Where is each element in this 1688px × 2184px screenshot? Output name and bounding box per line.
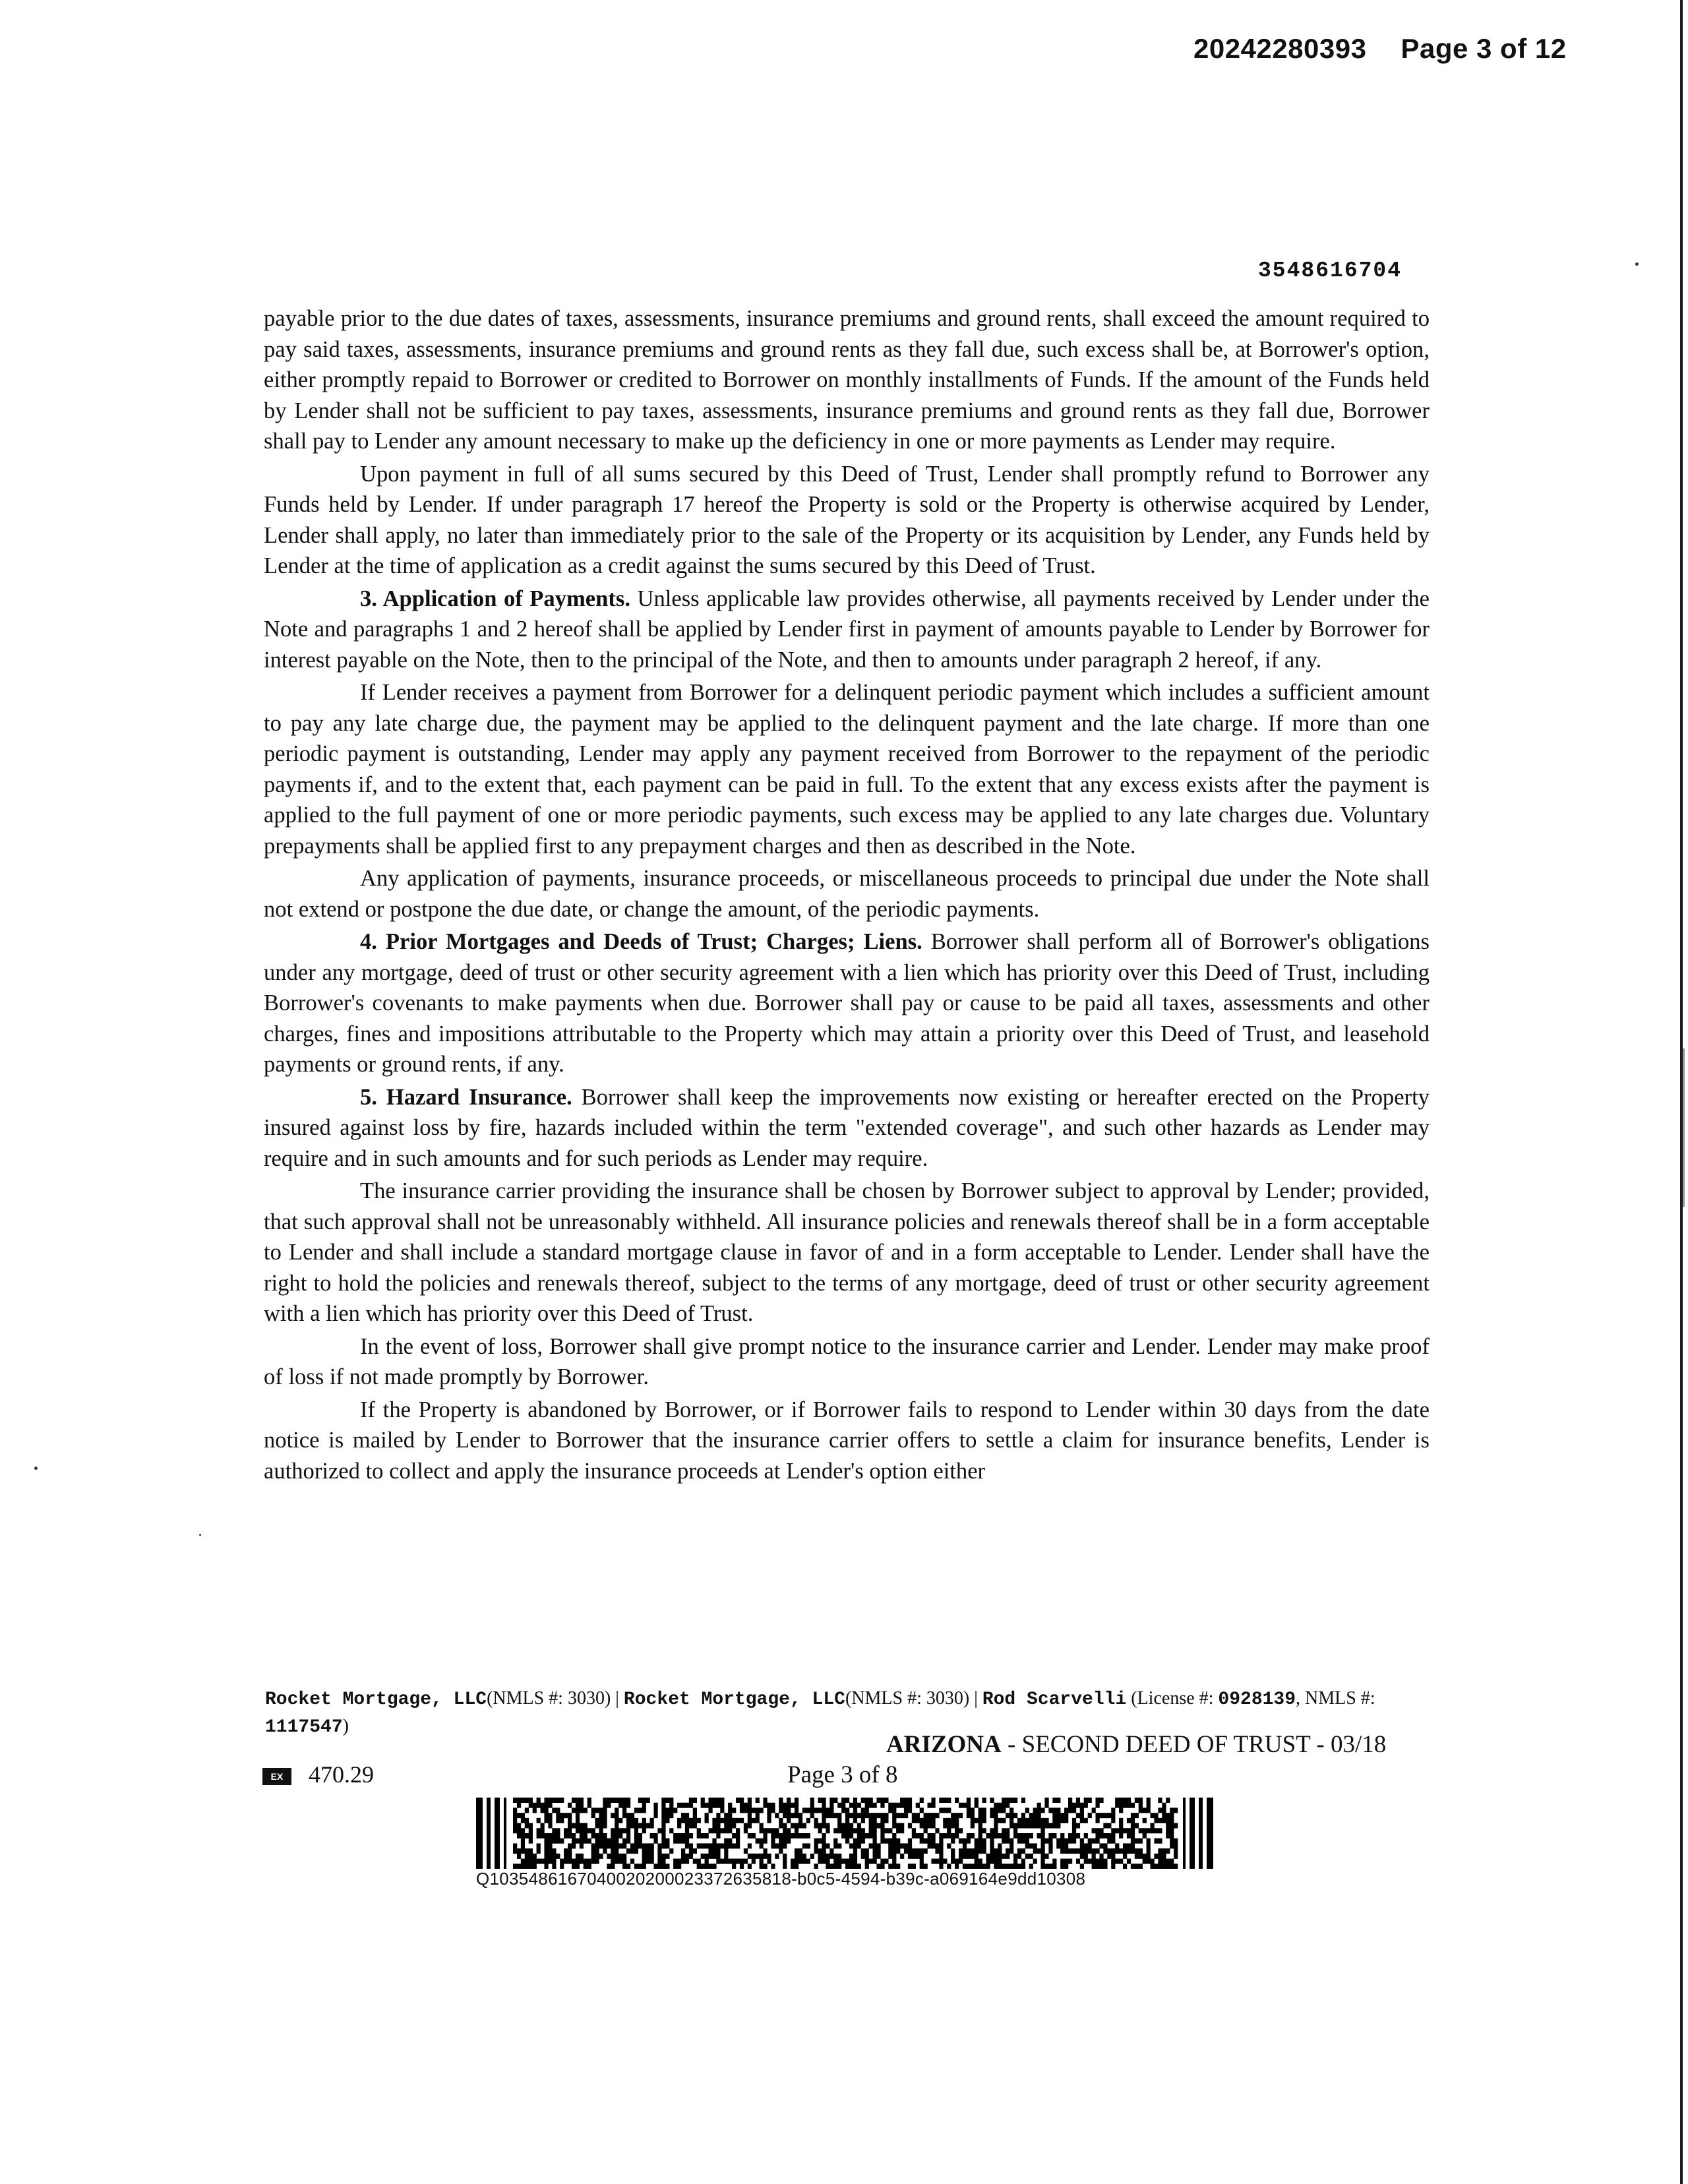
section-heading: 5. Hazard Insurance. bbox=[360, 1084, 572, 1110]
paragraph: In the event of loss, Borrower shall give prompt notice to the insurance carrier and Lender. Lender may make proof of loss if not made promptly by Borrower. bbox=[264, 1333, 1430, 1389]
form-state: ARIZONA bbox=[886, 1731, 1002, 1758]
section-3-paragraph: 3. Application of Payments. Unless applicable law provides otherwise, all payments received by Lender under the Note and paragraphs 1 and 2 hereof shall be applied by Lender first in payment of amounts payable to Lender by Borrower for interest payable on the Note, then to the principal of the Note, and then to amounts under paragraph 2 hereof, if any. bbox=[264, 586, 1430, 673]
section-heading: 3. Application of Payments. bbox=[360, 586, 630, 611]
form-icon: EX bbox=[262, 1768, 291, 1785]
scan-edge-line-lower bbox=[1683, 1048, 1685, 1207]
lender-name: Rocket Mortgage, LLC bbox=[265, 1689, 487, 1710]
recording-header bbox=[1193, 33, 1567, 65]
lender-name: Rocket Mortgage, LLC bbox=[623, 1689, 845, 1710]
license-number: 0928139 bbox=[1218, 1689, 1296, 1710]
section-heading: 4. Prior Mortgages and Deeds of Trust; Charges; Liens. bbox=[360, 929, 922, 954]
loan-originator-name: Rod Scarvelli bbox=[982, 1689, 1127, 1710]
barcode-image bbox=[476, 1798, 1216, 1869]
scan-speck bbox=[199, 1534, 201, 1536]
recording-page: Page 3 of 12 bbox=[1401, 33, 1567, 64]
paragraph: Upon payment in full of all sums secured by this Deed of Trust, Lender shall promptly refund to Borrower any Funds held by Lender. If under paragraph 17 hereof the Property is sold or the Property is otherwise acquired by Lender, Lender shall apply, no later than immediately prior to the sale of the Property or its acquisition by Lender, any Funds held by Lender at the time of application as a credit against the sums secured by this Deed of Trust. bbox=[264, 461, 1430, 578]
section-4-paragraph: 4. Prior Mortgages and Deeds of Trust; Charges; Liens. Borrower shall perform all of Borrower's obligations under any mortgage, deed of trust or other security agreement with a lien which has priority over this Deed of Trust, including Borrower's covenants to make payments when due. Borrower shall pay or cause to be paid all taxes, assessments and other charges, fines and impositions attributable to the Property which may attain a priority over this Deed of Trust, and leasehold payments or ground rents, if any. bbox=[264, 929, 1430, 1077]
paragraph: If the Property is abandoned by Borrower, or if Borrower fails to respond to Lender within 30 days from the date notice is mailed by Lender to Borrower that the insurance carrier offers to settle a claim for insurance benefits, Lender is authorized to collect and apply the insurance proceeds at Lender's option either bbox=[264, 1397, 1430, 1484]
section-5-paragraph: 5. Hazard Insurance. Borrower shall keep the improvements now existing or hereafter erected on the Property insured against loss by fire, hazards included within the term "extended coverage", and such other hazards as Lender may require and in such amounts and for such periods as Lender may require. bbox=[264, 1084, 1430, 1171]
barcode-text: Q1035486167040020200023372635818-b0c5-4594-b39c-a069164e9dd10308 bbox=[476, 1869, 1086, 1889]
form-title: ARIZONA - SECOND DEED OF TRUST - 03/18 bbox=[886, 1731, 1387, 1758]
paragraph: The insurance carrier providing the insurance shall be chosen by Borrower subject to approval by Lender; provided, that such approval shall not be unreasonably withheld. All insurance policies and renewals thereof shall be in a form acceptable to Lender and shall include a standard mortgage clause in favor of and in a form acceptable to Lender. Lender shall have the right to hold the policies and renewals thereof, subject to the terms of any mortgage, deed of trust or other security agreement with a lien which has priority over this Deed of Trust. bbox=[264, 1178, 1430, 1326]
loan-number: 3548616704 bbox=[1258, 258, 1402, 283]
lender-disclosure: Rocket Mortgage, LLC(NMLS #: 3030) | Rocket Mortgage, LLC(NMLS #: 3030) | Rod Scarvelli (License #: 0928139, NMLS #: 1117547) bbox=[265, 1688, 1375, 1738]
scan-speck bbox=[1635, 262, 1639, 266]
paragraph: Any application of payments, insurance proceeds, or miscellaneous proceeds to principal due under the Note shall not extend or postpone the due date, or change the amount, of the periodic payments. bbox=[264, 866, 1430, 922]
form-code: EX 470.29 bbox=[262, 1761, 374, 1788]
scan-speck bbox=[34, 1467, 38, 1470]
recording-number: 20242280393 bbox=[1193, 33, 1367, 64]
paragraph: If Lender receives a payment from Borrower for a delinquent periodic payment which includes a sufficient amount to pay any late charge due, the payment may be applied to the delinquent payment and the late charge. If more than one periodic payment is outstanding, Lender may apply any payment received from Borrower to the repayment of the periodic payments if, and to the extent that, each payment can be paid in full. To the extent that any excess exists after the payment is applied to the full payment of one or more periodic payments, such excess may be applied to any late charges due. Voluntary prepayments shall be applied first to any prepayment charges and then as described in the Note. bbox=[264, 680, 1430, 859]
paragraph: payable prior to the due dates of taxes, assessments, insurance premiums and ground rents, shall exceed the amount required to pay said taxes, assessments, insurance premiums and ground rents as they fall due, such excess shall be, at Borrower's option, either promptly repaid to Borrower or credited to Borrower on monthly installments of Funds. If the amount of the Funds held by Lender shall not be sufficient to pay taxes, assessments, insurance premiums and ground rents as they fall due, Borrower shall pay to Lender any amount necessary to make up the deficiency in one or more payments as Lender may require. bbox=[264, 306, 1430, 454]
page-number: Page 3 of 8 bbox=[787, 1761, 898, 1788]
document-body bbox=[264, 303, 1430, 1488]
nmls-number: 1117547 bbox=[265, 1717, 343, 1738]
